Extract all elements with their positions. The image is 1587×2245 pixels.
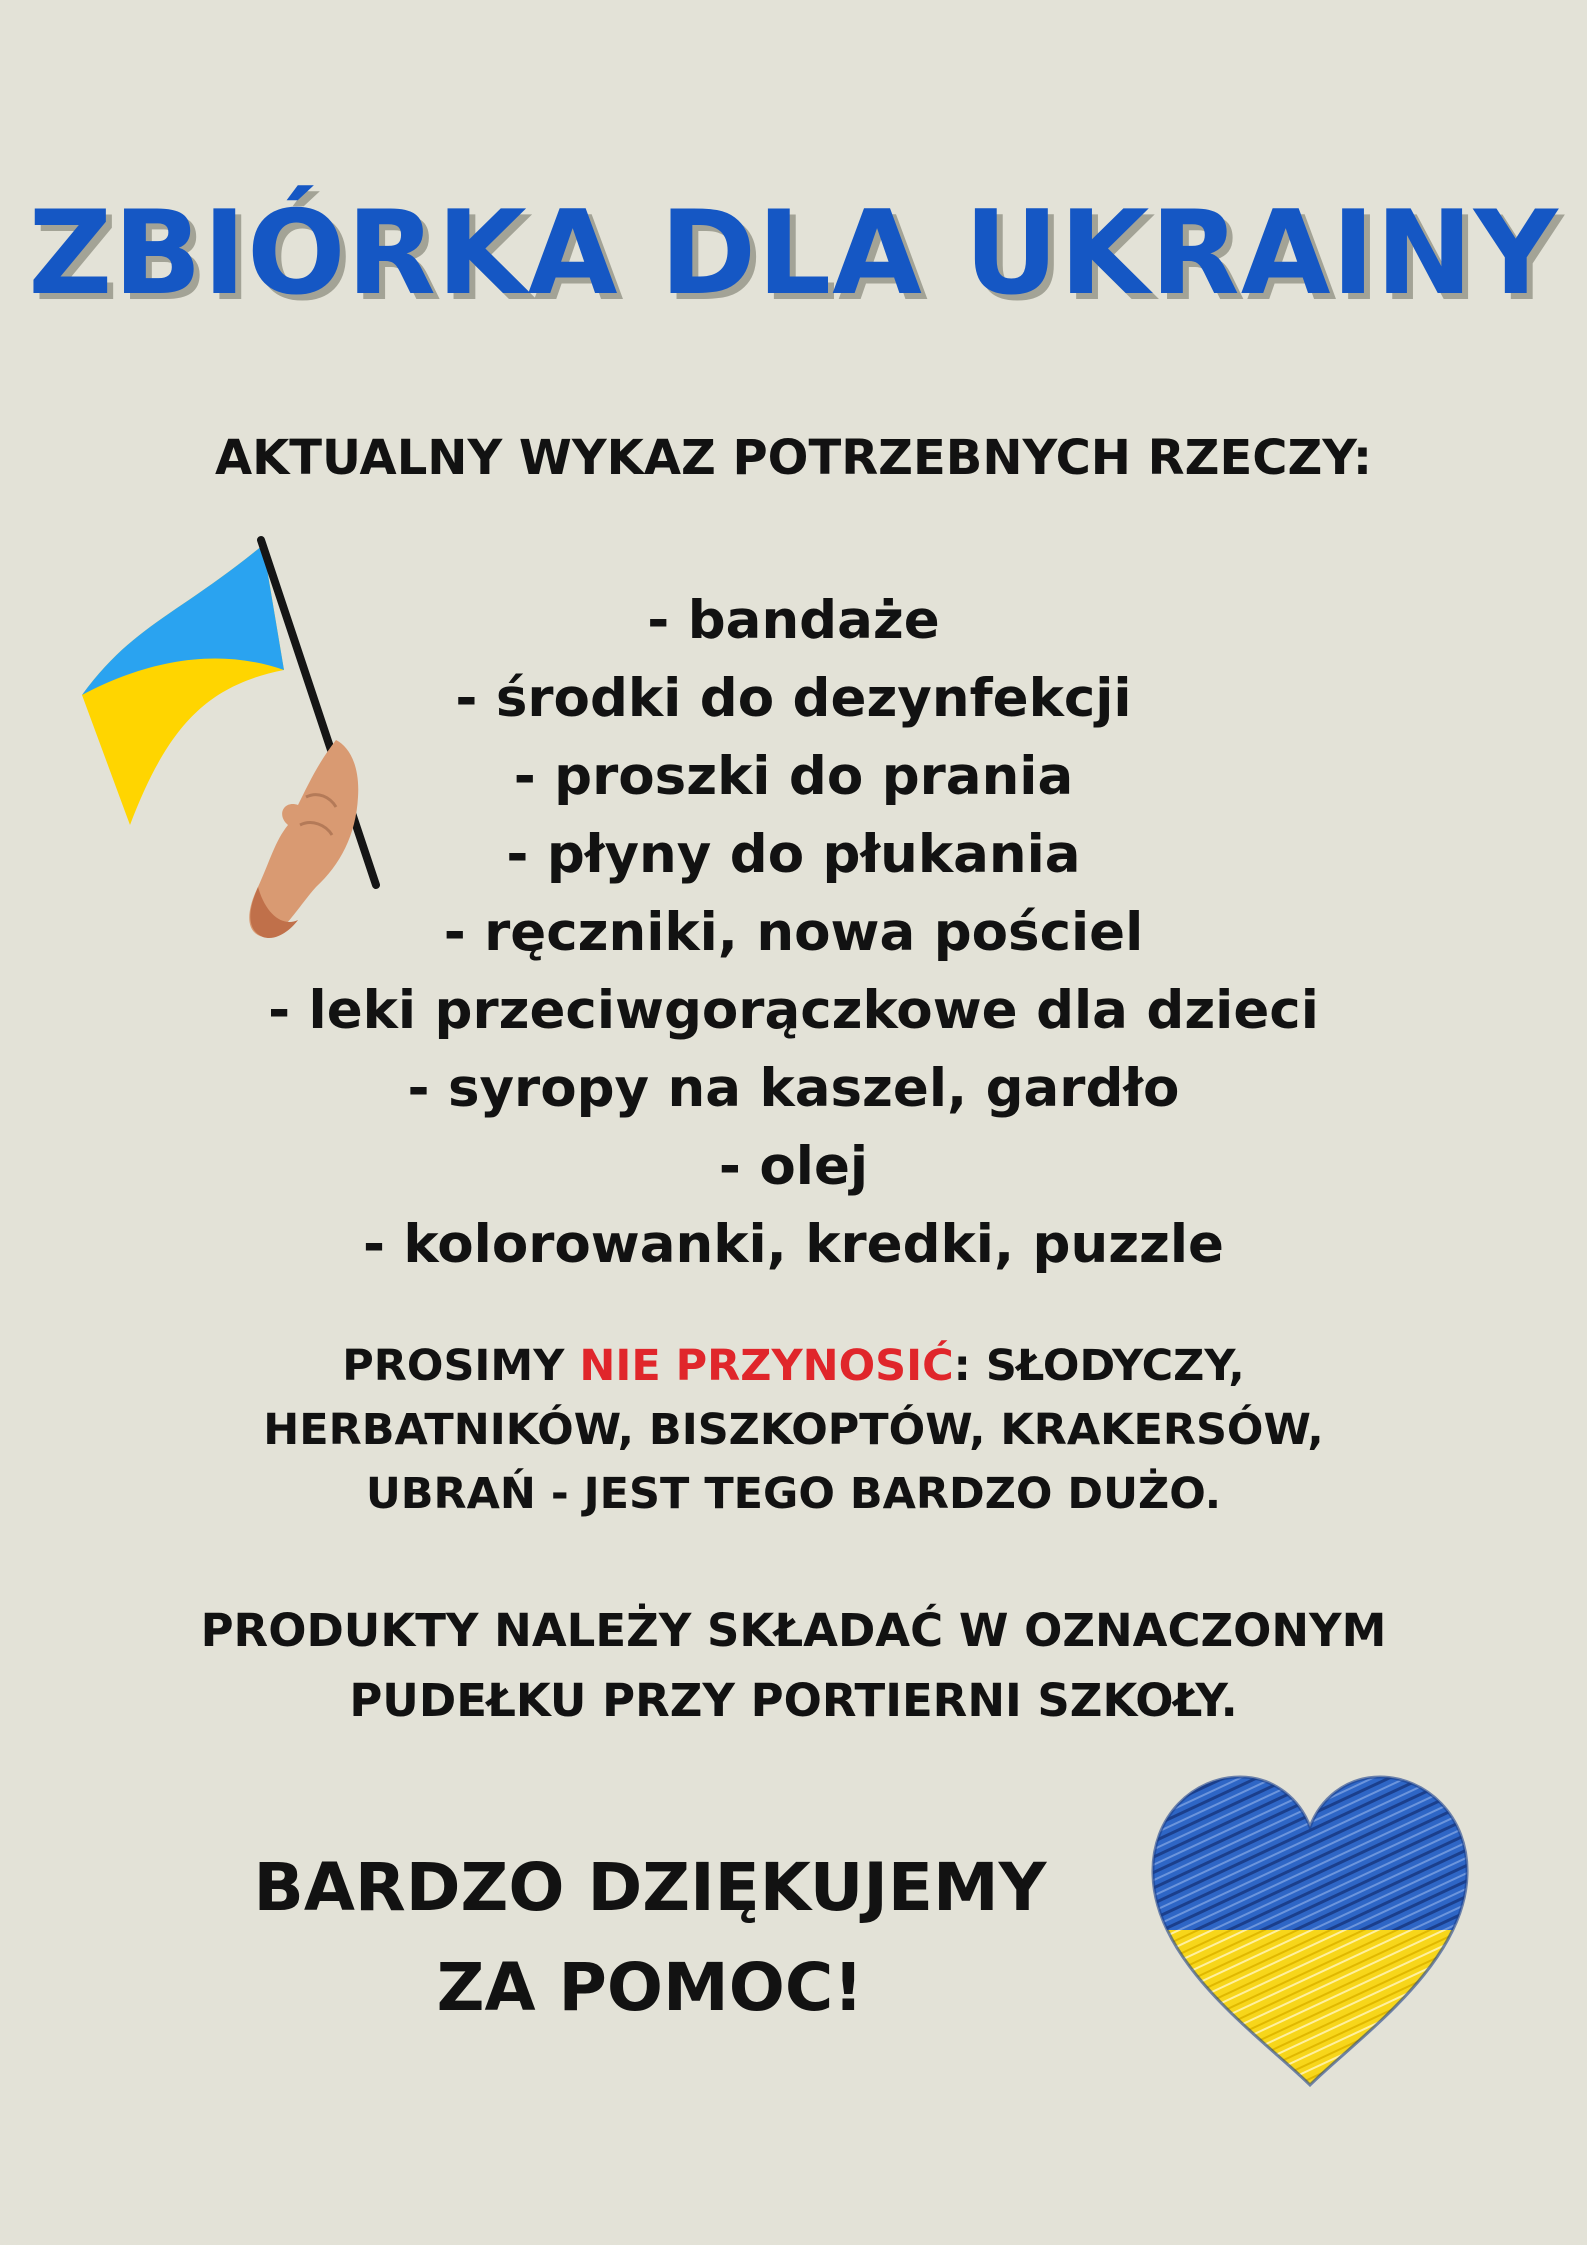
list-item: - leki przeciwgorączkowe dla dzieci — [268, 980, 1319, 1041]
list-item: - olej — [718, 1136, 869, 1197]
ukraine-heart-icon — [1145, 1765, 1475, 2095]
thank-you-message — [190, 1838, 1110, 2038]
thanks-line-2: ZA POMOC! — [436, 1949, 864, 2026]
drop-off-line-1: PRODUKTY NALEŻY SKŁADAĆ W OZNACZONYM — [200, 1604, 1387, 1657]
list-item: - syropy na kaszel, gardło — [407, 1058, 1180, 1119]
list-item: - ręczniki, nowa pościel — [443, 902, 1144, 963]
thanks-line-1: BARDZO DZIĘKUJEMY — [253, 1849, 1047, 1926]
do-not-bring-note — [0, 1334, 1587, 1526]
list-item: - kolorowanki, kredki, puzzle — [362, 1214, 1225, 1275]
drop-off-line-2: PUDEŁKU PRZY PORTIERNI SZKOŁY. — [349, 1674, 1238, 1727]
list-item: - bandaże — [647, 590, 940, 651]
drop-off-info — [0, 1596, 1587, 1736]
poster-title: ZBIÓRKA DLA UKRAINY — [28, 186, 1559, 321]
list-heading: AKTUALNY WYKAZ POTRZEBNYCH RZECZY: — [214, 430, 1373, 486]
list-item: - środki do dezynfekcji — [455, 668, 1132, 729]
do-not-bring-highlight: NIE PRZYNOSIĆ — [579, 1341, 954, 1391]
note-line-1: PROSIMY NIE PRZYNOSIĆ: SŁODYCZY, — [342, 1341, 1245, 1391]
needed-items-list — [250, 582, 1337, 1284]
note-line-2: HERBATNIKÓW, BISZKOPTÓW, KRAKERSÓW, — [263, 1405, 1324, 1455]
list-item: - proszki do prania — [513, 746, 1074, 807]
note-line-3: UBRAŃ - JEST TEGO BARDZO DUŻO. — [365, 1469, 1222, 1519]
list-item: - płyny do płukania — [506, 824, 1081, 885]
